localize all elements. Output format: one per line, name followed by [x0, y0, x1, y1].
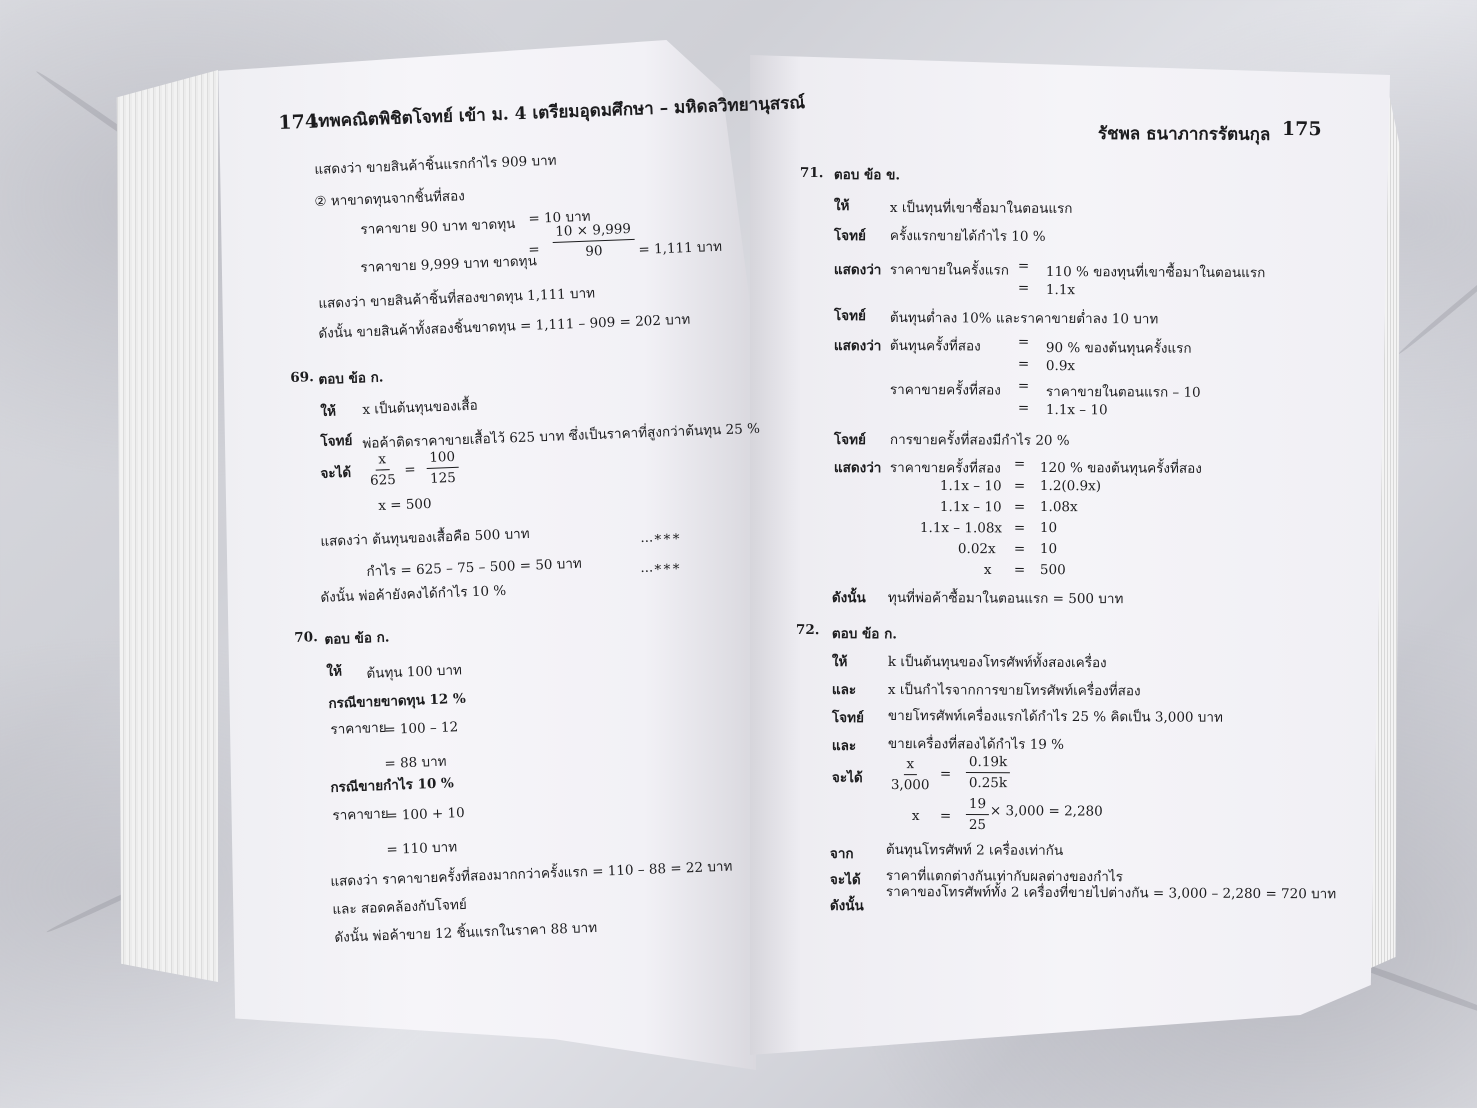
- equals-sign: =: [1013, 478, 1026, 495]
- equals-sign: =: [1013, 541, 1026, 558]
- fraction: [966, 796, 989, 833]
- text-line: กรณีขายกำไร 10 %: [330, 775, 455, 796]
- numerator: 100: [426, 449, 458, 469]
- equals-sign: =: [1017, 280, 1030, 297]
- text-line: การขายครั้งที่สองมีกำไร 20 %: [889, 431, 1070, 449]
- equals-sign: =: [1013, 562, 1026, 579]
- text-line: x = 500: [378, 495, 432, 514]
- answer-label: ตอบ ข้อ ข.: [833, 166, 901, 184]
- text-line: ดังนั้น พ่อค้าขาย 12 ชิ้นแรกในราคา 88 บาท: [334, 919, 598, 946]
- text-line: ทุนที่พ่อค้าซื้อมาในตอนแรก = 500 บาท: [887, 589, 1124, 608]
- fraction: [966, 754, 1010, 791]
- text-line: ดังนั้น พ่อค้ายังคงได้กำไร 10 %: [320, 582, 507, 606]
- text-line: 90 % ของต้นทุนครั้งแรก: [1045, 339, 1192, 357]
- text-line: พ่อค้าติดราคาขายเสื้อไว้ 625 บาท ซึ่งเป็นราคาที่สูงกว่าต้นทุน 25 %: [362, 420, 761, 452]
- answer-label: ตอบ ข้อ ก.: [831, 625, 898, 643]
- numerator: x: [903, 756, 917, 775]
- text-line: ราคาของโทรศัพท์ทั้ง 2 เครื่องที่ขายไปต่างกัน = 3,000 – 2,280 = 720 บาท: [885, 883, 1337, 903]
- text-line: k เป็นต้นทุนของโทรศัพท์ทั้งสองเครื่อง: [887, 653, 1107, 672]
- text-line: ต้นทุนครั้งที่สอง: [889, 337, 981, 355]
- text-line: ครั้งแรกขายได้กำไร 10 %: [889, 227, 1046, 245]
- question-number: 71.: [799, 165, 824, 182]
- text-label: แสดงว่า: [833, 459, 882, 477]
- equals-sign: =: [1017, 400, 1030, 417]
- text-label: จะได้: [320, 464, 352, 482]
- text-line: ต้นทุน 100 บาท: [366, 662, 463, 682]
- text-line: = 88 บาท: [384, 753, 447, 772]
- text-line: แสดงว่า ต้นทุนของเสื้อคือ 500 บาท: [320, 525, 530, 550]
- text-line: ราคาขายครั้งที่สอง: [889, 459, 1001, 477]
- equals-sign: =: [404, 461, 416, 478]
- left-page-stack: [108, 70, 218, 982]
- text-label: และ: [831, 681, 857, 699]
- text-label: แสดงว่า: [833, 337, 882, 355]
- right-page-header: รัชพล ธนาภากรรัตนกุล: [1097, 123, 1271, 145]
- text-label: ให้: [831, 653, 848, 671]
- left-page-number: 174: [278, 110, 319, 134]
- text-label: โจทย์: [831, 709, 864, 727]
- text-line: 1.08x: [1039, 499, 1078, 516]
- denominator: 3,000: [890, 777, 930, 794]
- text-line: ราคาขาย: [330, 719, 387, 738]
- denominator: 625: [369, 471, 397, 489]
- text-label: จาก: [829, 845, 854, 863]
- denominator: 125: [429, 469, 457, 487]
- text-line: ...∗∗∗: [640, 528, 681, 546]
- text-line: ② หาขาดทุนจากชิ้นที่สอง: [314, 188, 466, 210]
- equals-sign: =: [1017, 334, 1030, 351]
- numerator: 19: [966, 796, 989, 815]
- text-line: × 3,000 = 2,280: [989, 803, 1103, 820]
- equals-sign: =: [1017, 258, 1030, 275]
- equals-sign: =: [1013, 520, 1026, 537]
- text-line: ราคาขาย: [332, 805, 389, 824]
- question-number: 72.: [795, 622, 820, 639]
- text-label: ให้: [326, 663, 343, 680]
- text-label: โจทย์: [833, 431, 866, 449]
- denominator: 0.25k: [968, 775, 1008, 792]
- text-line: 500: [1039, 562, 1066, 579]
- text-line: ราคาที่แตกต่างกันเท่ากับผลต่างของกำไร: [885, 867, 1123, 886]
- denominator: 25: [968, 817, 987, 834]
- text-line: 10: [1039, 541, 1058, 558]
- text-label: แสดงว่า: [833, 261, 882, 279]
- equals-sign: =: [939, 808, 952, 825]
- text-line: ขายเครื่องที่สองได้กำไร 19 %: [887, 735, 1065, 753]
- text-line: 10: [1039, 520, 1058, 537]
- text-line: 1.1x: [1045, 282, 1076, 299]
- equals-sign: =: [1017, 378, 1030, 395]
- text-line: ...∗∗∗: [640, 558, 681, 576]
- answer-label: ตอบ ข้อ ก.: [324, 629, 390, 648]
- numerator: 10 × 9,999: [552, 221, 634, 243]
- text-line: ราคาขาย 90 บาท ขาดทุน: [360, 216, 516, 238]
- text-line: = 110 บาท: [386, 839, 458, 858]
- question-number: 69.: [290, 369, 315, 386]
- text-label: ดังนั้น: [829, 897, 864, 915]
- text-line: x: [911, 808, 920, 825]
- left-page-header: เทพคณิตพิชิตโจทย์ เข้า ม. 4 เตรียมอุดมศึกษา – มหิดลวิทยานุสรณ์: [312, 93, 806, 132]
- right-page-number: 175: [1281, 118, 1322, 141]
- text-label: และ: [831, 737, 857, 755]
- fraction: [888, 756, 933, 793]
- text-line: ต้นทุนต่ำลง 10% และราคาขายต่ำลง 10 บาท: [889, 309, 1159, 328]
- answer-label: ตอบ ข้อ ก.: [318, 369, 384, 388]
- text-line: แสดงว่า ราคาขายครั้งที่สองมากกว่าครั้งแรก = 110 – 88 = 22 บาท: [330, 858, 733, 890]
- text-line: 120 % ของต้นทุนครั้งที่สอง: [1039, 459, 1202, 477]
- equals-sign: =: [939, 766, 952, 783]
- text-label: โจทย์: [320, 432, 353, 450]
- equals-sign: =: [1013, 456, 1026, 473]
- text-line: แสดงว่า ขายสินค้าชิ้นแรกกำไร 909 บาท: [314, 152, 557, 178]
- text-line: = 100 – 12: [384, 719, 459, 738]
- numerator: 0.19k: [966, 754, 1010, 773]
- text-line: ราคาขาย 9,999 บาท ขาดทุน: [360, 253, 538, 276]
- equals-sign: =: [1013, 499, 1026, 516]
- equals-sign: =: [1017, 356, 1030, 373]
- text-line: ต้นทุนโทรศัพท์ 2 เครื่องเท่ากัน: [885, 841, 1064, 859]
- text-line: = 100 + 10: [386, 804, 466, 824]
- fraction: [366, 451, 399, 489]
- text-line: ขายโทรศัพท์เครื่องแรกได้กำไร 25 % คิดเป็น 3,000 บาท: [887, 707, 1223, 726]
- text-line: 1.2(0.9x): [1039, 478, 1102, 495]
- text-line: 110 % ของทุนที่เขาซื้อมาในตอนแรก: [1045, 263, 1266, 282]
- text-line: ราคาขายครั้งที่สอง: [889, 381, 1001, 399]
- denominator: 90: [585, 243, 603, 260]
- text-line: ราคาขายในตอนแรก – 10: [1045, 383, 1201, 401]
- fraction: [426, 449, 459, 487]
- text-label: จะได้: [831, 769, 863, 787]
- fraction: [552, 221, 635, 261]
- text-line: 1.1x – 10: [1045, 402, 1108, 419]
- text-line: แสดงว่า ขายสินค้าชิ้นที่สองขาดทุน 1,111 บาท: [318, 285, 596, 312]
- numerator: x: [375, 451, 389, 471]
- text-label: ดังนั้น: [831, 589, 866, 607]
- text-line: ดังนั้น ขายสินค้าทั้งสองชิ้นขาดทุน = 1,111 – 909 = 202 บาท: [318, 311, 691, 342]
- text-line: 1.1x – 10: [939, 478, 1002, 495]
- text-line: x เป็นทุนที่เขาซื้อมาในตอนแรก: [889, 199, 1073, 217]
- text-label: จะได้: [829, 871, 861, 889]
- text-line: 1.1x – 1.08x: [919, 520, 1003, 537]
- text-label: ให้: [320, 403, 337, 420]
- text-line: กรณีขายขาดทุน 12 %: [328, 690, 467, 712]
- text-line: x: [983, 562, 992, 579]
- question-number: 70.: [294, 629, 319, 646]
- text-line: 0.02x: [957, 541, 996, 558]
- text-line: 1.1x – 10: [939, 499, 1002, 516]
- text-line: ราคาขายในครั้งแรก: [889, 261, 1009, 279]
- text-line: กำไร = 625 – 75 – 500 = 50 บาท: [366, 555, 583, 580]
- text-line: และ สอดคล้องกับโจทย์: [332, 896, 468, 918]
- text-label: โจทย์: [833, 227, 866, 245]
- text-line: x เป็นต้นทุนของเสื้อ: [362, 397, 479, 418]
- text-line: 0.9x: [1045, 358, 1076, 375]
- text-line: = 1,111 บาท: [638, 238, 723, 258]
- equals-sign: =: [528, 241, 540, 258]
- text-line: = 10 บาท: [528, 208, 591, 227]
- text-label: โจทย์: [833, 307, 866, 325]
- text-label: ให้: [833, 197, 850, 215]
- text-line: x เป็นกำไรจากการขายโทรศัพท์เครื่องที่สอง: [887, 681, 1141, 700]
